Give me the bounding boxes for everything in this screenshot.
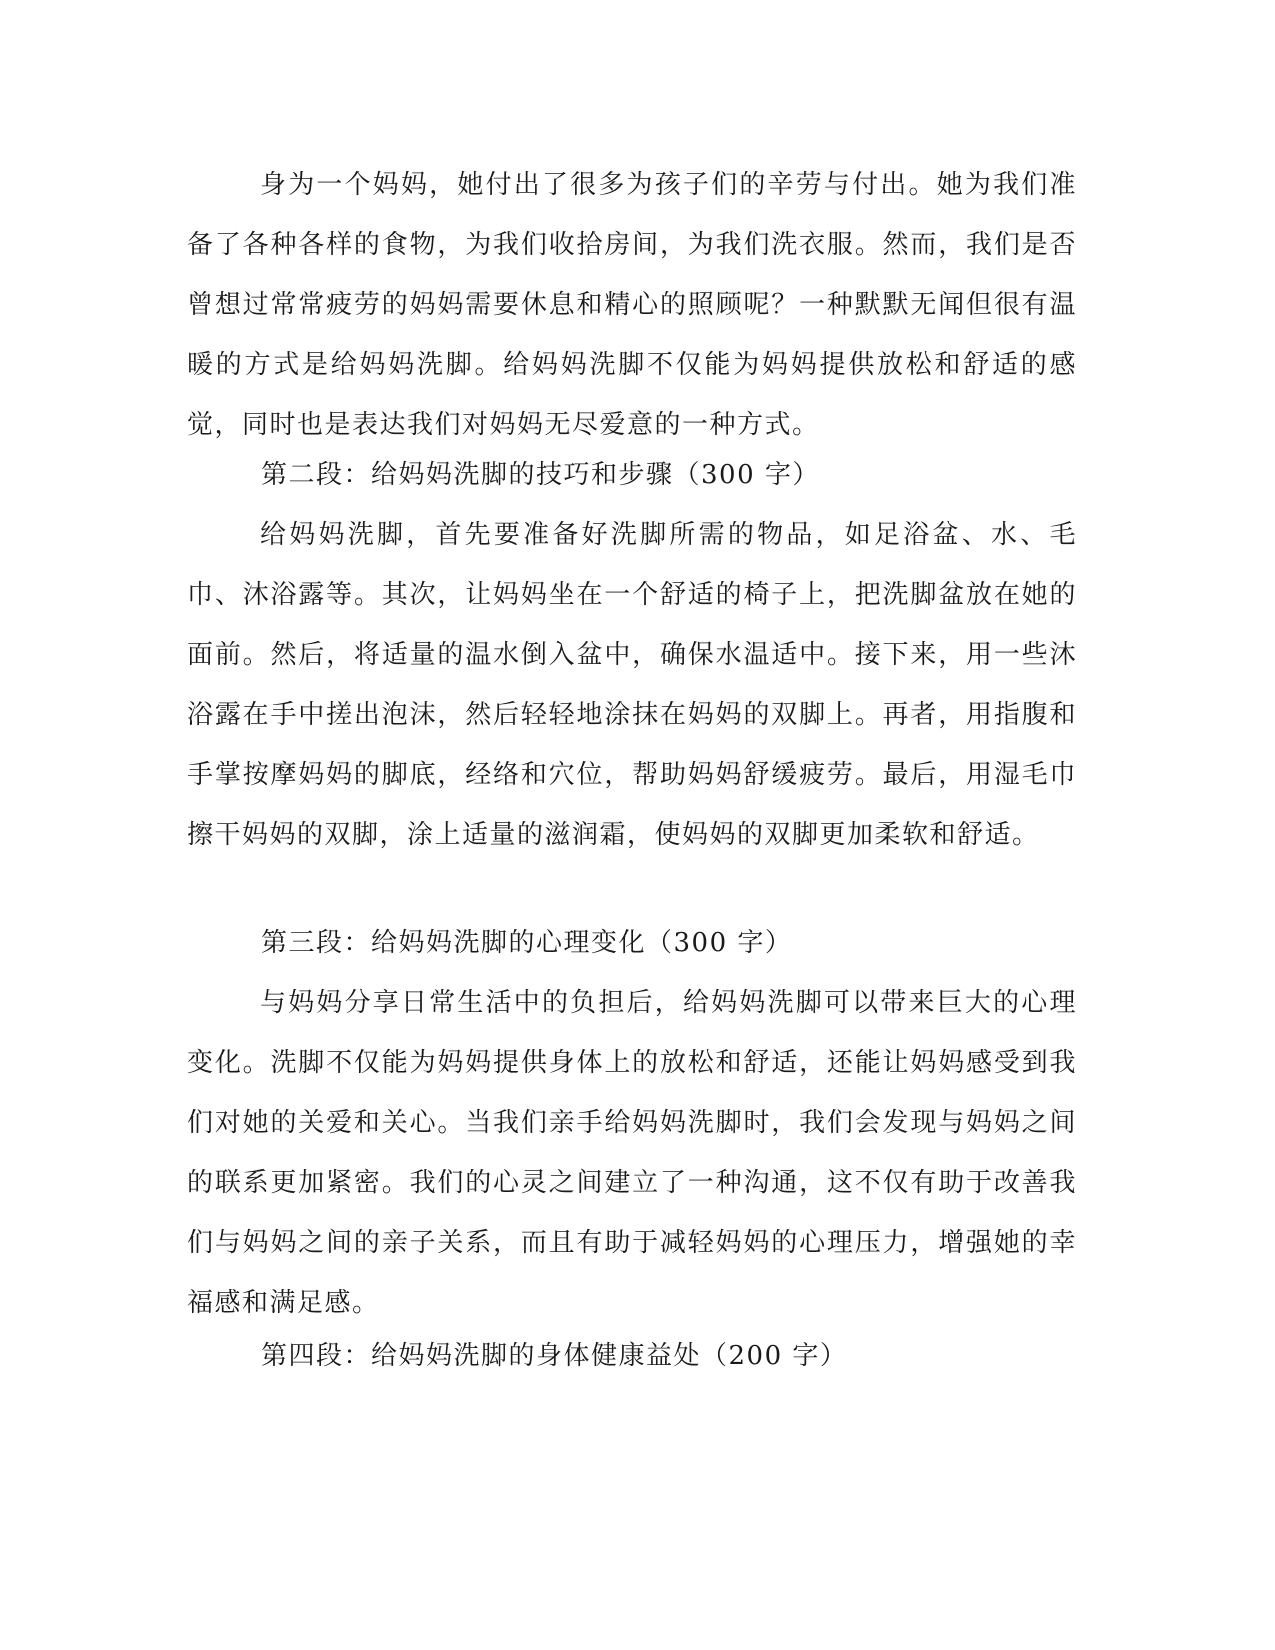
paragraph-1-block: [187, 155, 1077, 455]
paragraph-2: 给妈妈洗脚，首先要准备好洗脚所需的物品，如足浴盆、水、毛巾、沐浴露等。其次，让妈妈坐在一个舒适的椅子上，把洗脚盆放在她的面前。然后，将适量的温水倒入盆中，确保水温适中。接下来，用一些沐浴露在手中搓出泡沫，然后轻轻地涂抹在妈妈的双脚上。再者，用指腹和手掌按摩妈妈的脚底，经络和穴位，帮助妈妈舒缓疲劳。最后，用湿毛巾擦干妈妈的双脚，涂上适量的滋润霜，使妈妈的双脚更加柔软和舒适。: [187, 520, 1077, 850]
paragraph-1: 身为一个妈妈，她付出了很多为孩子们的辛劳与付出。她为我们准备了各种各样的食物，为我们收拾房间，为我们洗衣服。然而，我们是否曾想过常常疲劳的妈妈需要休息和精心的照顾呢？一种默默无闻但很有温暖的方式是给妈妈洗脚。给妈妈洗脚不仅能为妈妈提供放松和舒适的感觉，同时也是表达我们对妈妈无尽爱意的一种方式。: [187, 170, 1077, 440]
section-3-heading: 第三段：给妈妈洗脚的心理变化（300 字）: [261, 928, 793, 958]
paragraph-3-block: [187, 973, 1077, 1333]
paragraph-3: 与妈妈分享日常生活中的负担后，给妈妈洗脚可以带来巨大的心理变化。洗脚不仅能为妈妈提供身体上的放松和舒适，还能让妈妈感受到我们对她的关爱和关心。当我们亲手给妈妈洗脚时，我们会发现与妈妈之间的联系更加紧密。我们的心灵之间建立了一种沟通，这不仅有助于改善我们与妈妈之间的亲子关系，而且有助于减轻妈妈的心理压力，增强她的幸福感和满足感。: [187, 988, 1077, 1318]
section-4-heading: 第四段：给妈妈洗脚的身体健康益处（200 字）: [261, 1341, 848, 1371]
paragraph-2-block: [187, 505, 1077, 865]
section-2-heading: 第二段：给妈妈洗脚的技巧和步骤（300 字）: [261, 460, 820, 490]
